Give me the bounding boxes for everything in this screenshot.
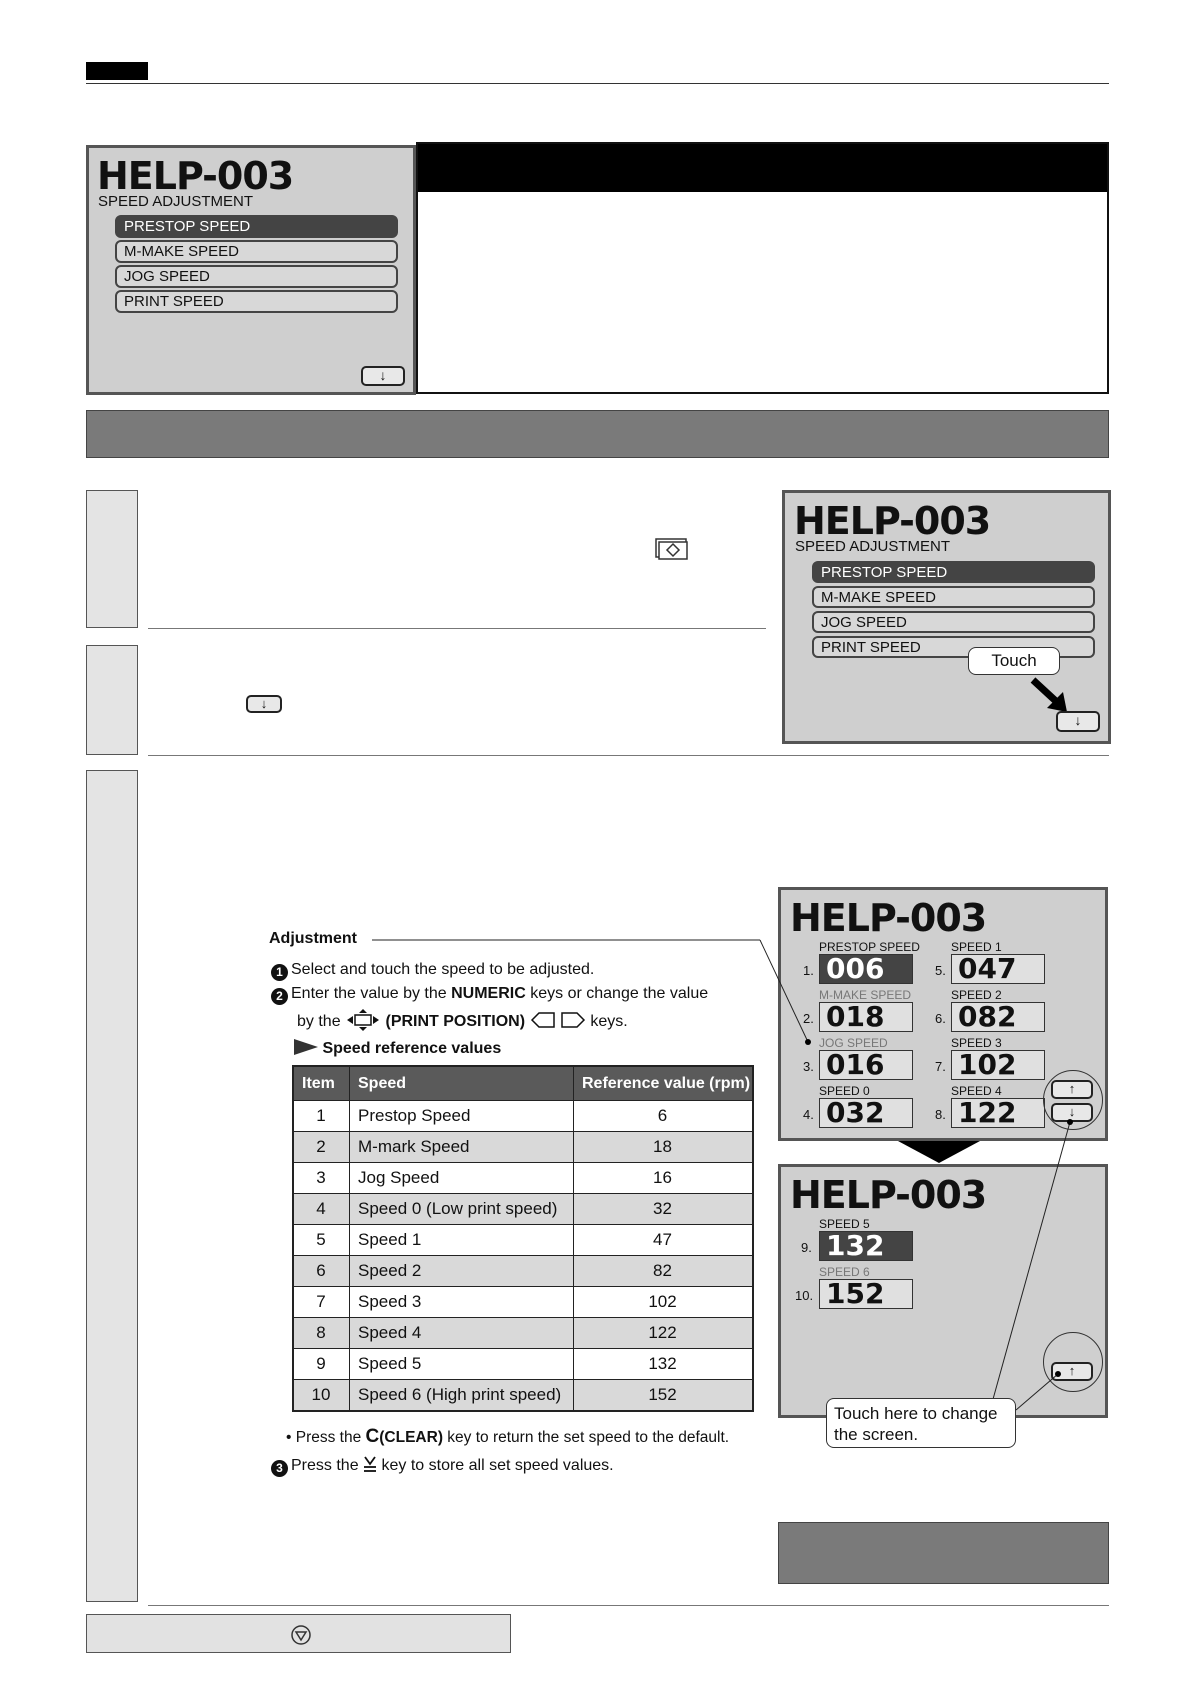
cell-value: 47: [574, 1225, 754, 1256]
value-label-1: PRESTOP SPEED: [819, 940, 920, 954]
cell-value: 132: [574, 1349, 754, 1380]
value-num-8: 8.: [935, 1107, 946, 1122]
adjustment-step-2: [271, 985, 708, 1005]
step-item-print[interactable]: PRINT SPEED: [812, 636, 1095, 658]
top-item-print[interactable]: PRINT SPEED: [115, 290, 398, 313]
table-row: [293, 1163, 753, 1194]
callout-line-1: Touch here to change: [834, 1404, 998, 1423]
change-screen-callout: [826, 1398, 1016, 1448]
cell-item: 9: [293, 1349, 350, 1380]
adjustment-step-2-line-2: [297, 1009, 628, 1031]
table-row: [293, 1101, 753, 1132]
value-box-7[interactable]: 102: [951, 1050, 1045, 1080]
value-label-7: SPEED 3: [951, 1036, 1002, 1050]
value-label-3: JOG SPEED: [819, 1036, 888, 1050]
cell-value: 122: [574, 1318, 754, 1349]
step-panel-subtitle: SPEED ADJUSTMENT: [795, 538, 951, 555]
footer-note-box: [86, 1614, 511, 1653]
value-box-6[interactable]: 082: [951, 1002, 1045, 1032]
value-num-9: 9.: [801, 1240, 812, 1255]
adjustment-step-1: [271, 961, 594, 981]
cell-value: 102: [574, 1287, 754, 1318]
down-arrow-icon: ↓: [1074, 712, 1082, 728]
value-label-8: SPEED 4: [951, 1084, 1002, 1098]
value-box-2[interactable]: 018: [819, 1002, 913, 1032]
cell-speed: Jog Speed: [350, 1163, 574, 1194]
step-2-text-f: keys.: [590, 1013, 628, 1030]
cell-speed: M-mark Speed: [350, 1132, 574, 1163]
header-item: Item: [293, 1066, 350, 1101]
cell-speed: Speed 2: [350, 1256, 574, 1287]
cell-item: 4: [293, 1194, 350, 1225]
top-panel-title: HELP-003: [97, 154, 294, 198]
adjustment-title: Adjustment: [269, 930, 357, 947]
top-item-jog[interactable]: JOG SPEED: [115, 265, 398, 288]
value-box-3[interactable]: 016: [819, 1050, 913, 1080]
cell-item: 10: [293, 1380, 350, 1412]
cell-item: 8: [293, 1318, 350, 1349]
right-key-icon: [560, 1011, 586, 1029]
clear-key-icon: C: [365, 1426, 380, 1447]
stop-key-icon: [290, 1624, 312, 1646]
cell-value: 6: [574, 1101, 754, 1132]
table-row: [293, 1318, 753, 1349]
value-label-6: SPEED 2: [951, 988, 1002, 1002]
step-panel-title: HELP-003: [794, 499, 991, 543]
step-2-text-d: by the: [297, 1013, 346, 1030]
value-num-2: 2.: [803, 1011, 814, 1026]
value-num-4: 4.: [803, 1107, 814, 1122]
value-box-10[interactable]: 152: [819, 1279, 913, 1309]
cell-speed: Speed 6 (High print speed): [350, 1380, 574, 1412]
table-row: [293, 1225, 753, 1256]
step-item-jog[interactable]: JOG SPEED: [812, 611, 1095, 633]
step-2-text-a: Enter the value by the: [291, 985, 452, 1002]
value-label-2: M-MAKE SPEED: [819, 988, 912, 1002]
clear-text-a: Press the: [295, 1429, 366, 1446]
table-row: [293, 1349, 753, 1380]
value-label-9: SPEED 5: [819, 1217, 870, 1231]
cell-item: 7: [293, 1287, 350, 1318]
table-header-row: [293, 1066, 753, 1101]
cell-speed: Speed 5: [350, 1349, 574, 1380]
adjustment-step-3: [271, 1455, 614, 1477]
down-arrow-icon: ↓: [379, 367, 387, 383]
value-num-10: 10.: [795, 1288, 814, 1303]
step-2-text-c: keys or change the value: [525, 985, 709, 1002]
cell-speed: Speed 3: [350, 1287, 574, 1318]
up-arrow-icon: ↑: [1068, 1081, 1076, 1096]
value-num-6: 6.: [935, 1011, 946, 1026]
store-key-icon: [363, 1455, 377, 1473]
up-arrow-icon: ↑: [1068, 1363, 1076, 1378]
top-item-prestop[interactable]: PRESTOP SPEED: [115, 215, 398, 238]
cell-value: 16: [574, 1163, 754, 1194]
speed-reference-table: [292, 1065, 754, 1412]
reference-title: Speed reference values: [322, 1040, 502, 1057]
step-number-2: 2: [271, 988, 288, 1005]
cell-item: 1: [293, 1101, 350, 1132]
left-key-icon: [530, 1011, 556, 1029]
bottom-note-bar: [778, 1522, 1109, 1584]
step-item-m-make[interactable]: M-MAKE SPEED: [812, 586, 1095, 608]
values1-title: HELP-003: [790, 896, 987, 940]
step-2-print-position: (PRINT POSITION): [385, 1013, 526, 1030]
table-row: [293, 1132, 753, 1163]
step-3-text-c: key to store all set speed values.: [381, 1457, 614, 1474]
clear-key-label: (CLEAR): [379, 1429, 443, 1446]
touch-callout: Touch: [968, 647, 1060, 675]
step-1-text: Select and touch the speed to be adjusted.: [291, 961, 595, 978]
value-num-1: 1.: [803, 963, 814, 978]
value-num-3: 3.: [803, 1059, 814, 1074]
value-label-5: SPEED 1: [951, 940, 1002, 954]
value-box-1[interactable]: 006: [819, 954, 913, 984]
cell-speed: Speed 1: [350, 1225, 574, 1256]
step-number-3: 3: [271, 1460, 288, 1477]
value-box-4[interactable]: 032: [819, 1098, 913, 1128]
table-row: [293, 1287, 753, 1318]
cell-speed: Prestop Speed: [350, 1101, 574, 1132]
step-number-1: 1: [271, 964, 288, 981]
clear-note: [286, 1426, 729, 1448]
cell-value: 18: [574, 1132, 754, 1163]
table-row: [293, 1194, 753, 1225]
top-item-m-make[interactable]: M-MAKE SPEED: [115, 240, 398, 263]
values2-title: HELP-003: [790, 1173, 987, 1217]
value-num-7: 7.: [935, 1059, 946, 1074]
cell-speed: Speed 0 (Low print speed): [350, 1194, 574, 1225]
reference-heading: [294, 1039, 501, 1058]
value-label-4: SPEED 0: [819, 1084, 870, 1098]
step-2-numeric: NUMERIC: [451, 985, 526, 1002]
table-row: [293, 1380, 753, 1412]
value-box-8[interactable]: 122: [951, 1098, 1045, 1128]
down-arrow-icon: ↓: [1068, 1104, 1076, 1119]
cell-item: 6: [293, 1256, 350, 1287]
callout-line-2: the screen.: [834, 1425, 919, 1444]
cell-speed: Speed 4: [350, 1318, 574, 1349]
print-position-icon: [345, 1009, 381, 1031]
bullet-dot: •: [286, 1429, 292, 1446]
cell-item: 3: [293, 1163, 350, 1194]
cell-item: 5: [293, 1225, 350, 1256]
value-label-10: SPEED 6: [819, 1265, 870, 1279]
down-arrow-icon: ↓: [260, 696, 268, 711]
step-3-text-a: Press the: [291, 1457, 364, 1474]
cell-item: 2: [293, 1132, 350, 1163]
cell-value: 32: [574, 1194, 754, 1225]
value-box-9[interactable]: 132: [819, 1231, 913, 1261]
header-reference: Reference value (rpm): [574, 1066, 754, 1101]
cell-value: 82: [574, 1256, 754, 1287]
value-box-5[interactable]: 047: [951, 954, 1045, 984]
cell-value: 152: [574, 1380, 754, 1412]
triangle-bullet-icon: [294, 1039, 318, 1055]
step-item-prestop[interactable]: PRESTOP SPEED: [812, 561, 1095, 583]
value-num-5: 5.: [935, 963, 946, 978]
top-panel-subtitle: SPEED ADJUSTMENT: [98, 193, 254, 210]
table-row: [293, 1256, 753, 1287]
clear-text-d: key to return the set speed to the default.: [442, 1429, 730, 1446]
header-speed: Speed: [350, 1066, 574, 1101]
